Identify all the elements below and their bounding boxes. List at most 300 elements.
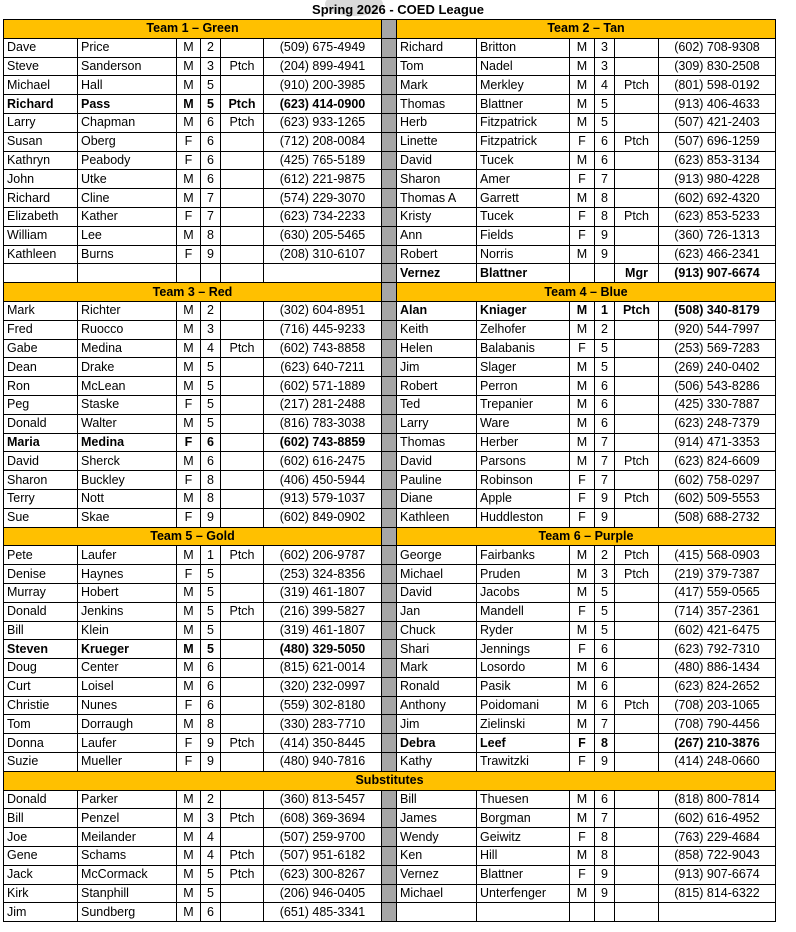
gender: M	[570, 659, 595, 678]
first-name: Steven	[4, 640, 78, 659]
player-row	[4, 189, 776, 208]
role	[221, 452, 264, 471]
skill-number: 2	[201, 790, 221, 809]
phone-number: (507) 259-9700	[264, 828, 382, 847]
role	[615, 471, 659, 490]
gender: M	[177, 602, 201, 621]
last-name: Lee	[78, 226, 177, 245]
last-name: Nunes	[78, 696, 177, 715]
phone-number: (708) 790-4456	[659, 715, 776, 734]
skill-number: 5	[201, 865, 221, 884]
last-name: Krueger	[78, 640, 177, 659]
center-divider	[382, 583, 397, 602]
gender: M	[570, 677, 595, 696]
first-name: David	[4, 452, 78, 471]
skill-number: 9	[201, 734, 221, 753]
last-name: Merkley	[477, 76, 570, 95]
role	[615, 170, 659, 189]
last-name: Blattner	[477, 865, 570, 884]
player-row	[4, 489, 776, 508]
skill-number: 9	[201, 508, 221, 527]
last-name: Leef	[477, 734, 570, 753]
role	[615, 508, 659, 527]
center-divider	[382, 433, 397, 452]
skill-number: 6	[201, 433, 221, 452]
phone-number: (914) 471-3353	[659, 433, 776, 452]
first-name: Ted	[397, 395, 477, 414]
gender: M	[177, 489, 201, 508]
first-name: Diane	[397, 489, 477, 508]
skill-number: 6	[595, 377, 615, 396]
role	[615, 677, 659, 696]
first-name: Elizabeth	[4, 207, 78, 226]
last-name: Geiwitz	[477, 828, 570, 847]
role: Ptch	[221, 57, 264, 76]
gender: F	[570, 753, 595, 772]
role	[221, 358, 264, 377]
gender: F	[177, 508, 201, 527]
first-name: Richard	[4, 95, 78, 114]
phone-number: (623) 248-7379	[659, 414, 776, 433]
last-name: Peabody	[78, 151, 177, 170]
first-name: Ron	[4, 377, 78, 396]
last-name: Parsons	[477, 452, 570, 471]
phone-number: (602) 616-4952	[659, 809, 776, 828]
last-name: Fitzpatrick	[477, 132, 570, 151]
center-divider	[382, 809, 397, 828]
center-divider	[382, 301, 397, 320]
role	[221, 677, 264, 696]
gender: M	[570, 696, 595, 715]
skill-number: 5	[595, 583, 615, 602]
phone-number: (602) 571-1889	[264, 377, 382, 396]
skill-number: 6	[595, 414, 615, 433]
player-row	[4, 151, 776, 170]
phone-number: (574) 229-3070	[264, 189, 382, 208]
gender: M	[177, 715, 201, 734]
skill-number: 5	[201, 414, 221, 433]
phone-number: (217) 281-2488	[264, 395, 382, 414]
gender: M	[177, 414, 201, 433]
player-row	[4, 377, 776, 396]
last-name: Sanderson	[78, 57, 177, 76]
gender: M	[570, 433, 595, 452]
skill-number: 6	[201, 151, 221, 170]
phone-number: (360) 813-5457	[264, 790, 382, 809]
skill-number: 5	[201, 95, 221, 114]
role: Mgr	[615, 264, 659, 283]
phone-number: (816) 783-3038	[264, 414, 382, 433]
gender: M	[570, 884, 595, 903]
first-name: Helen	[397, 339, 477, 358]
skill-number: 5	[201, 602, 221, 621]
player-row	[4, 132, 776, 151]
gender: M	[570, 76, 595, 95]
skill-number: 6	[595, 659, 615, 678]
center-divider	[382, 95, 397, 114]
skill-number: 1	[595, 301, 615, 320]
phone-number: (309) 830-2508	[659, 57, 776, 76]
center-divider	[382, 283, 397, 302]
role	[221, 659, 264, 678]
phone-number: (480) 329-5050	[264, 640, 382, 659]
phone-number: (910) 200-3985	[264, 76, 382, 95]
center-divider	[382, 790, 397, 809]
gender: M	[570, 245, 595, 264]
first-name: Mark	[397, 76, 477, 95]
role: Ptch	[221, 865, 264, 884]
center-divider	[382, 132, 397, 151]
first-name: Curt	[4, 677, 78, 696]
first-name: Thomas A	[397, 189, 477, 208]
role	[615, 377, 659, 396]
skill-number: 3	[595, 57, 615, 76]
last-name: Oberg	[78, 132, 177, 151]
phone-number: (319) 461-1807	[264, 583, 382, 602]
gender	[570, 903, 595, 922]
center-divider	[382, 377, 397, 396]
role	[615, 358, 659, 377]
role	[221, 38, 264, 57]
skill-number: 7	[595, 170, 615, 189]
role: Ptch	[615, 452, 659, 471]
phone-number	[659, 903, 776, 922]
gender: M	[177, 377, 201, 396]
first-name: Suzie	[4, 753, 78, 772]
center-divider	[382, 715, 397, 734]
gender: M	[570, 790, 595, 809]
player-row	[4, 734, 776, 753]
gender: M	[570, 583, 595, 602]
phone-number: (425) 765-5189	[264, 151, 382, 170]
skill-number: 3	[595, 38, 615, 57]
gender: F	[570, 489, 595, 508]
role	[221, 696, 264, 715]
role	[221, 715, 264, 734]
center-divider	[382, 452, 397, 471]
first-name: Bill	[4, 809, 78, 828]
first-name: Vernez	[397, 264, 477, 283]
gender: M	[570, 189, 595, 208]
gender: M	[177, 452, 201, 471]
gender: F	[570, 132, 595, 151]
role	[615, 659, 659, 678]
role: Ptch	[615, 565, 659, 584]
first-name: Maria	[4, 433, 78, 452]
skill-number: 9	[595, 753, 615, 772]
skill-number: 5	[201, 583, 221, 602]
first-name: Shari	[397, 640, 477, 659]
player-row	[4, 828, 776, 847]
last-name: Schams	[78, 847, 177, 866]
gender: F	[177, 696, 201, 715]
last-name: Center	[78, 659, 177, 678]
player-row	[4, 301, 776, 320]
last-name: Pasik	[477, 677, 570, 696]
phone-number: (815) 814-6322	[659, 884, 776, 903]
phone-number: (480) 940-7816	[264, 753, 382, 772]
gender: M	[177, 659, 201, 678]
role	[615, 734, 659, 753]
last-name: Skae	[78, 508, 177, 527]
phone-number: (415) 568-0903	[659, 546, 776, 565]
phone-number: (253) 569-7283	[659, 339, 776, 358]
role: Ptch	[615, 696, 659, 715]
roster-table	[3, 19, 776, 922]
gender: M	[177, 170, 201, 189]
player-row	[4, 602, 776, 621]
first-name: Robert	[397, 377, 477, 396]
player-row	[4, 884, 776, 903]
gender: M	[570, 57, 595, 76]
gender: M	[177, 809, 201, 828]
role: Ptch	[615, 207, 659, 226]
role	[615, 602, 659, 621]
gender: M	[177, 38, 201, 57]
phone-number: (602) 206-9787	[264, 546, 382, 565]
role	[615, 847, 659, 866]
skill-number: 6	[595, 151, 615, 170]
gender: F	[177, 565, 201, 584]
gender: M	[570, 847, 595, 866]
gender	[177, 264, 201, 283]
last-name: Nadel	[477, 57, 570, 76]
gender: M	[177, 189, 201, 208]
first-name: Herb	[397, 113, 477, 132]
phone-number: (623) 824-6609	[659, 452, 776, 471]
skill-number: 8	[201, 489, 221, 508]
gender: M	[570, 621, 595, 640]
role	[615, 245, 659, 264]
phone-number: (623) 300-8267	[264, 865, 382, 884]
phone-number: (320) 232-0997	[264, 677, 382, 696]
first-name: Linette	[397, 132, 477, 151]
player-row	[4, 753, 776, 772]
skill-number: 6	[201, 903, 221, 922]
first-name: Tom	[397, 57, 477, 76]
phone-number: (714) 357-2361	[659, 602, 776, 621]
last-name: Jenkins	[78, 602, 177, 621]
first-name: Jack	[4, 865, 78, 884]
player-row	[4, 358, 776, 377]
player-row	[4, 452, 776, 471]
phone-number: (716) 445-9233	[264, 320, 382, 339]
gender: F	[177, 207, 201, 226]
last-name: Robinson	[477, 471, 570, 490]
gender: F	[177, 753, 201, 772]
player-row	[4, 903, 776, 922]
first-name: Tom	[4, 715, 78, 734]
skill-number: 9	[595, 865, 615, 884]
first-name: Kathryn	[4, 151, 78, 170]
skill-number: 5	[201, 76, 221, 95]
role	[615, 715, 659, 734]
phone-number: (507) 421-2403	[659, 113, 776, 132]
last-name: Poidomani	[477, 696, 570, 715]
first-name: Kathy	[397, 753, 477, 772]
player-row	[4, 264, 776, 283]
first-name: Debra	[397, 734, 477, 753]
last-name: Herber	[477, 433, 570, 452]
first-name: Jim	[397, 715, 477, 734]
gender: M	[570, 95, 595, 114]
player-row	[4, 640, 776, 659]
player-row	[4, 207, 776, 226]
gender: F	[570, 734, 595, 753]
role	[221, 170, 264, 189]
center-divider	[382, 621, 397, 640]
gender: F	[570, 339, 595, 358]
center-divider	[382, 696, 397, 715]
last-name: Hobert	[78, 583, 177, 602]
center-divider	[382, 38, 397, 57]
center-divider	[382, 170, 397, 189]
role	[615, 395, 659, 414]
center-divider	[382, 245, 397, 264]
last-name: Drake	[78, 358, 177, 377]
skill-number: 2	[201, 301, 221, 320]
role	[615, 790, 659, 809]
first-name: Pauline	[397, 471, 477, 490]
last-name: Kather	[78, 207, 177, 226]
role: Ptch	[221, 95, 264, 114]
role	[615, 226, 659, 245]
last-name: Borgman	[477, 809, 570, 828]
role: Ptch	[221, 734, 264, 753]
skill-number: 7	[201, 207, 221, 226]
last-name: Huddleston	[477, 508, 570, 527]
center-divider	[382, 264, 397, 283]
center-divider	[382, 903, 397, 922]
phone-number: (602) 421-6475	[659, 621, 776, 640]
first-name: Pete	[4, 546, 78, 565]
last-name: McCormack	[78, 865, 177, 884]
skill-number: 6	[595, 677, 615, 696]
phone-number: (414) 350-8445	[264, 734, 382, 753]
player-row	[4, 659, 776, 678]
role	[615, 95, 659, 114]
phone-number: (801) 598-0192	[659, 76, 776, 95]
center-divider	[382, 508, 397, 527]
team-header: Team 1 – Green	[4, 20, 382, 39]
team-header-row	[4, 527, 776, 546]
skill-number: 5	[595, 621, 615, 640]
phone-number: (602) 743-8859	[264, 433, 382, 452]
phone-number: (623) 824-2652	[659, 677, 776, 696]
first-name: Robert	[397, 245, 477, 264]
player-row	[4, 339, 776, 358]
skill-number: 5	[201, 565, 221, 584]
gender: M	[570, 377, 595, 396]
last-name: Jennings	[477, 640, 570, 659]
role	[221, 377, 264, 396]
gender: M	[177, 583, 201, 602]
last-name: Ruocco	[78, 320, 177, 339]
last-name: Dorraugh	[78, 715, 177, 734]
role	[615, 809, 659, 828]
skill-number: 5	[595, 602, 615, 621]
phone-number	[264, 264, 382, 283]
last-name: McLean	[78, 377, 177, 396]
phone-number: (602) 849-0902	[264, 508, 382, 527]
last-name: Britton	[477, 38, 570, 57]
phone-number: (406) 450-5944	[264, 471, 382, 490]
first-name: Ann	[397, 226, 477, 245]
team-header: Team 6 – Purple	[397, 527, 776, 546]
center-divider	[382, 189, 397, 208]
phone-number: (253) 324-8356	[264, 565, 382, 584]
role	[221, 884, 264, 903]
team-header: Team 3 – Red	[4, 283, 382, 302]
player-row	[4, 395, 776, 414]
gender: M	[177, 903, 201, 922]
first-name: George	[397, 546, 477, 565]
role	[221, 471, 264, 490]
first-name: James	[397, 809, 477, 828]
skill-number: 6	[201, 132, 221, 151]
center-divider	[382, 565, 397, 584]
substitutes-header: Substitutes	[4, 771, 776, 790]
gender: F	[570, 471, 595, 490]
phone-number: (913) 980-4228	[659, 170, 776, 189]
skill-number: 5	[595, 358, 615, 377]
player-row	[4, 113, 776, 132]
phone-number: (269) 240-0402	[659, 358, 776, 377]
first-name	[4, 264, 78, 283]
first-name: Dave	[4, 38, 78, 57]
phone-number: (319) 461-1807	[264, 621, 382, 640]
role: Ptch	[615, 301, 659, 320]
center-divider	[382, 339, 397, 358]
role	[615, 583, 659, 602]
role	[221, 583, 264, 602]
phone-number: (602) 758-0297	[659, 471, 776, 490]
first-name: Thomas	[397, 433, 477, 452]
first-name: Gabe	[4, 339, 78, 358]
skill-number: 9	[595, 508, 615, 527]
last-name: Mandell	[477, 602, 570, 621]
gender: M	[177, 95, 201, 114]
phone-number: (508) 688-2732	[659, 508, 776, 527]
role: Ptch	[615, 489, 659, 508]
skill-number: 5	[595, 95, 615, 114]
last-name: Trawitzki	[477, 753, 570, 772]
skill-number: 5	[201, 621, 221, 640]
gender: M	[570, 809, 595, 828]
center-divider	[382, 489, 397, 508]
center-divider	[382, 76, 397, 95]
skill-number: 2	[201, 38, 221, 57]
first-name: Larry	[4, 113, 78, 132]
first-name: Jim	[4, 903, 78, 922]
skill-number: 9	[595, 489, 615, 508]
gender: M	[177, 546, 201, 565]
first-name: Bill	[4, 621, 78, 640]
gender: M	[570, 395, 595, 414]
role	[615, 320, 659, 339]
phone-number: (330) 283-7710	[264, 715, 382, 734]
first-name: Kathleen	[397, 508, 477, 527]
last-name: Sherck	[78, 452, 177, 471]
team-header: Team 5 – Gold	[4, 527, 382, 546]
phone-number: (507) 951-6182	[264, 847, 382, 866]
center-divider	[382, 659, 397, 678]
center-divider	[382, 414, 397, 433]
first-name: Michael	[4, 76, 78, 95]
center-divider	[382, 395, 397, 414]
role	[615, 189, 659, 208]
gender: M	[570, 358, 595, 377]
